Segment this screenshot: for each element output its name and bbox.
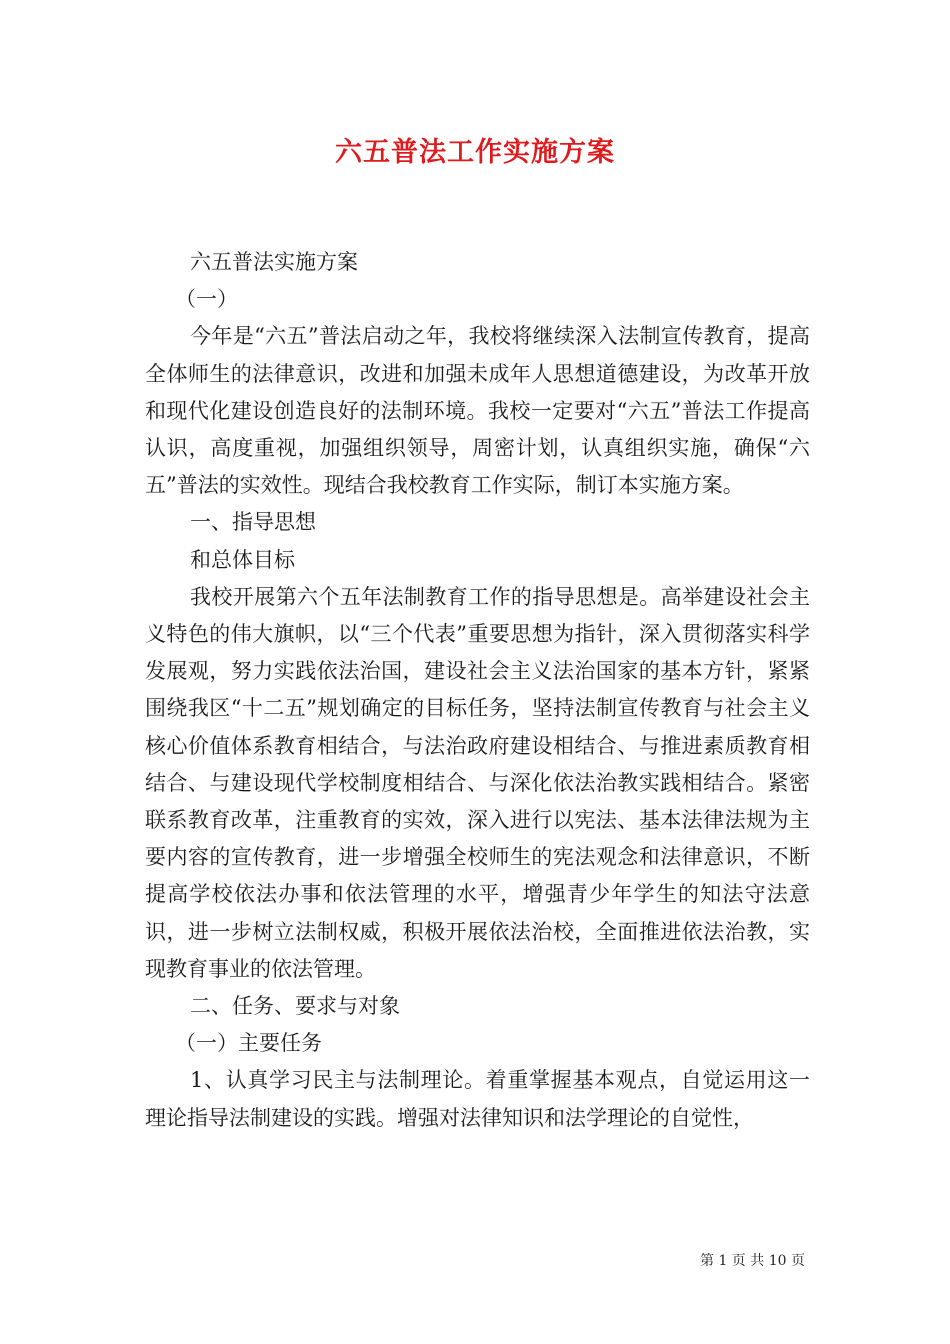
document-body [145, 244, 810, 1137]
heading-main-tasks: （一）主要任务 [175, 1031, 322, 1056]
heading-overall-goal: 和总体目标 [190, 547, 295, 572]
paragraph-guiding-thought: 我校开展第六个五年法制教育工作的指导思想是。高举建设社会主义特色的伟大旗帜，以“三个代表”重要思想为指针，深入贯彻落实科学发展观，努力实践依法治国，建设社会主义法治国家的基本方针，紧紧围绕我区“十二五”规划确定的目标任务，坚持法制宣传教育与社会主义核心价值体系教育相结合，与法治政府建设相结合、与推进素质教育相结合、与建设现代学校制度相结合、与深化依法治教实践相结合。紧密联系教育改革，注重教育的实效，深入进行以宪法、基本法律法规为主要内容的宣传教育，进一步增强全校师生的宪法观念和法律意识，不断提高学校依法办事和依法管理的水平，增强青少年学生的知法守法意识，进一步树立法制权威，积极开展依法治校，全面推进依法治教，实现教育事业的依法管理。 [145, 584, 810, 981]
paragraph-section-marker: （一） [175, 287, 238, 312]
paragraph-intro: 今年是“六五”普法启动之年，我校将继续深入法制宣传教育，提高全体师生的法律意识，改进和加强未成年人思想道德建设，为改革开放和现代化建设创造良好的法制环境。我校一定要对“六五”普法工作提高认识，高度重视，加强组织领导，周密计划，认真组织实施，确保“六五”普法的实效性。现结合我校教育工作实际，制订本实施方案。 [145, 324, 810, 498]
heading-guiding-thought: 一、指导思想 [190, 510, 316, 535]
paragraph-task-1: 1、认真学习民主与法制理论。着重掌握基本观点，自觉运用这一理论指导法制建设的实践。增强对法律知识和法学理论的自觉性， [145, 1068, 810, 1130]
page-number: 第 1 页 共 10 页 [700, 1253, 805, 1269]
heading-tasks: 二、任务、要求与对象 [190, 994, 400, 1019]
document-title: 六五普法工作实施方案 [335, 137, 615, 168]
paragraph-subtitle: 六五普法实施方案 [190, 250, 358, 274]
